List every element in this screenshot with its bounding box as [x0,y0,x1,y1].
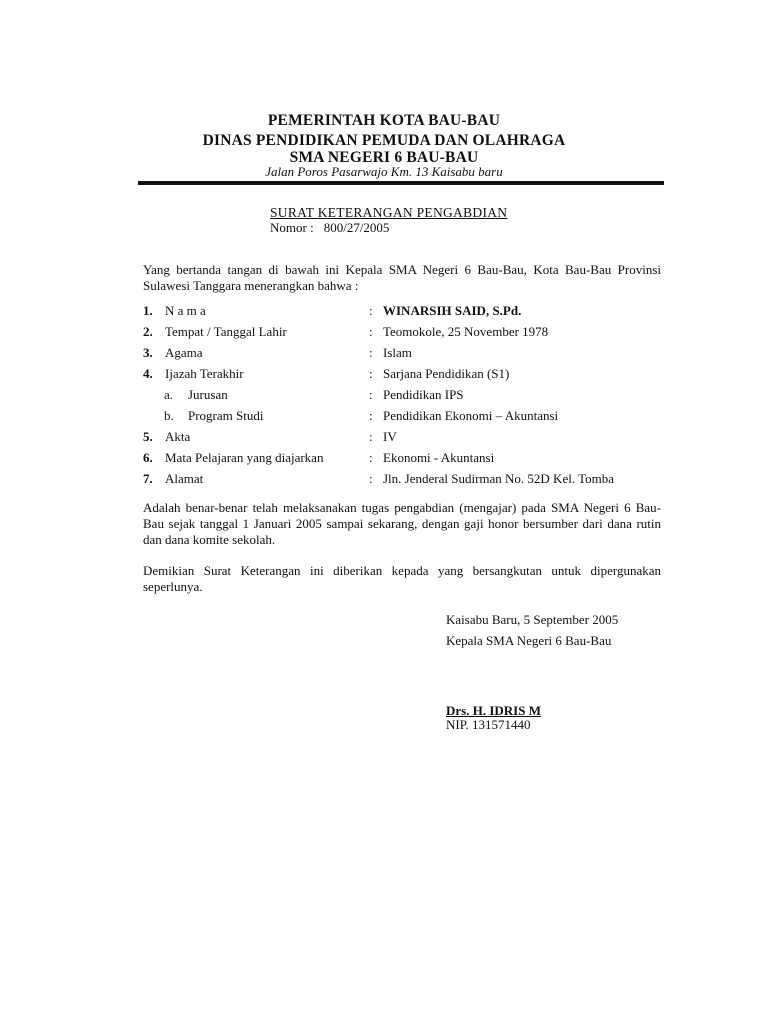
header-address: Jalan Poros Pasarwajo Km. 13 Kaisabu baru [265,164,503,179]
field-row-name [143,301,673,321]
field-row-birth [143,322,673,342]
signature-name: Drs. H. IDRIS M [446,703,541,718]
field-value: Sarjana Pendidikan (S1) [383,366,510,381]
field-colon: : [369,345,373,360]
field-label: Ijazah Terakhir [165,366,244,381]
letter-number-label: Nomor : [270,220,314,235]
field-value: Pendidikan Ekonomi – Akuntansi [383,408,559,423]
field-label: Agama [165,345,203,360]
field-label: Akta [165,429,191,444]
field-value: Islam [383,345,412,360]
field-colon: : [369,366,373,381]
field-row-program [143,406,673,426]
field-number: 1. [143,303,153,318]
field-label: Tempat / Tanggal Lahir [165,324,287,339]
intro-paragraph: Yang bertanda tangan di bawah ini Kepala SMA Negeri 6 Bau-Bau, Kota Bau-Bau Provinsi Sulawesi Tanggara menerangkan bahwa : [143,262,661,293]
field-subnumber: b. [164,408,174,423]
field-label: Mata Pelajaran yang diajarkan [165,450,324,465]
field-value: Pendidikan IPS [383,387,464,402]
header-government: PEMERINTAH KOTA BAU-BAU [267,112,501,129]
field-subnumber: a. [164,387,174,402]
field-colon: : [369,408,373,423]
field-value: Teomokole, 25 November 1978 [383,324,549,339]
field-colon: : [369,429,373,444]
field-colon: : [369,324,373,339]
field-number: 6. [143,450,153,465]
closing-paragraph: Demikian Surat Keterangan ini diberikan kepada yang bersangkutan untuk dipergunakan seperlunya. [143,563,661,594]
field-number: 4. [143,366,153,381]
body-paragraph: Adalah benar-benar telah melaksanakan tugas pengabdian (mengajar) pada SMA Negeri 6 Bau-Bau sejak tanggal 1 Januari 2005 sampai sekarang, dengan gaji honor bersumber dari dana rutin dan dana komite sekolah. [143,500,661,547]
field-value: Ekonomi - Akuntansi [383,450,495,465]
header-school: SMA NEGERI 6 BAU-BAU [289,149,479,166]
field-label: N a m a [165,303,206,318]
field-colon: : [369,450,373,465]
field-colon: : [369,303,373,318]
field-label: Program Studi [188,408,264,423]
field-label: Alamat [165,471,204,486]
field-row-education [143,364,673,384]
field-row-major [143,385,673,405]
header-department: DINAS PENDIDIKAN PEMUDA DAN OLAHRAGA [202,132,566,149]
field-row-akta [143,427,673,447]
field-value: IV [383,429,397,444]
signature-position: Kepala SMA Negeri 6 Bau-Bau [446,633,612,648]
field-number: 3. [143,345,153,360]
letter-title: SURAT KETERANGAN PENGABDIAN [270,205,508,220]
field-value: WINARSIH SAID, S.Pd. [383,303,522,318]
field-number: 5. [143,429,153,444]
field-number: 2. [143,324,153,339]
field-colon: : [369,387,373,402]
field-row-religion [143,343,673,363]
field-value: Jln. Jenderal Sudirman No. 52D Kel. Tomba [383,471,615,486]
field-colon: : [369,471,373,486]
letter-number-value: 800/27/2005 [323,220,390,235]
signature-place-date: Kaisabu Baru, 5 September 2005 [446,612,619,627]
field-row-subject [143,448,673,468]
signature-nip: NIP. 131571440 [446,717,531,732]
field-row-address [143,469,673,489]
field-number: 7. [143,471,153,486]
header-divider [138,181,664,185]
letter-number [270,220,389,236]
field-label: Jurusan [188,387,228,402]
